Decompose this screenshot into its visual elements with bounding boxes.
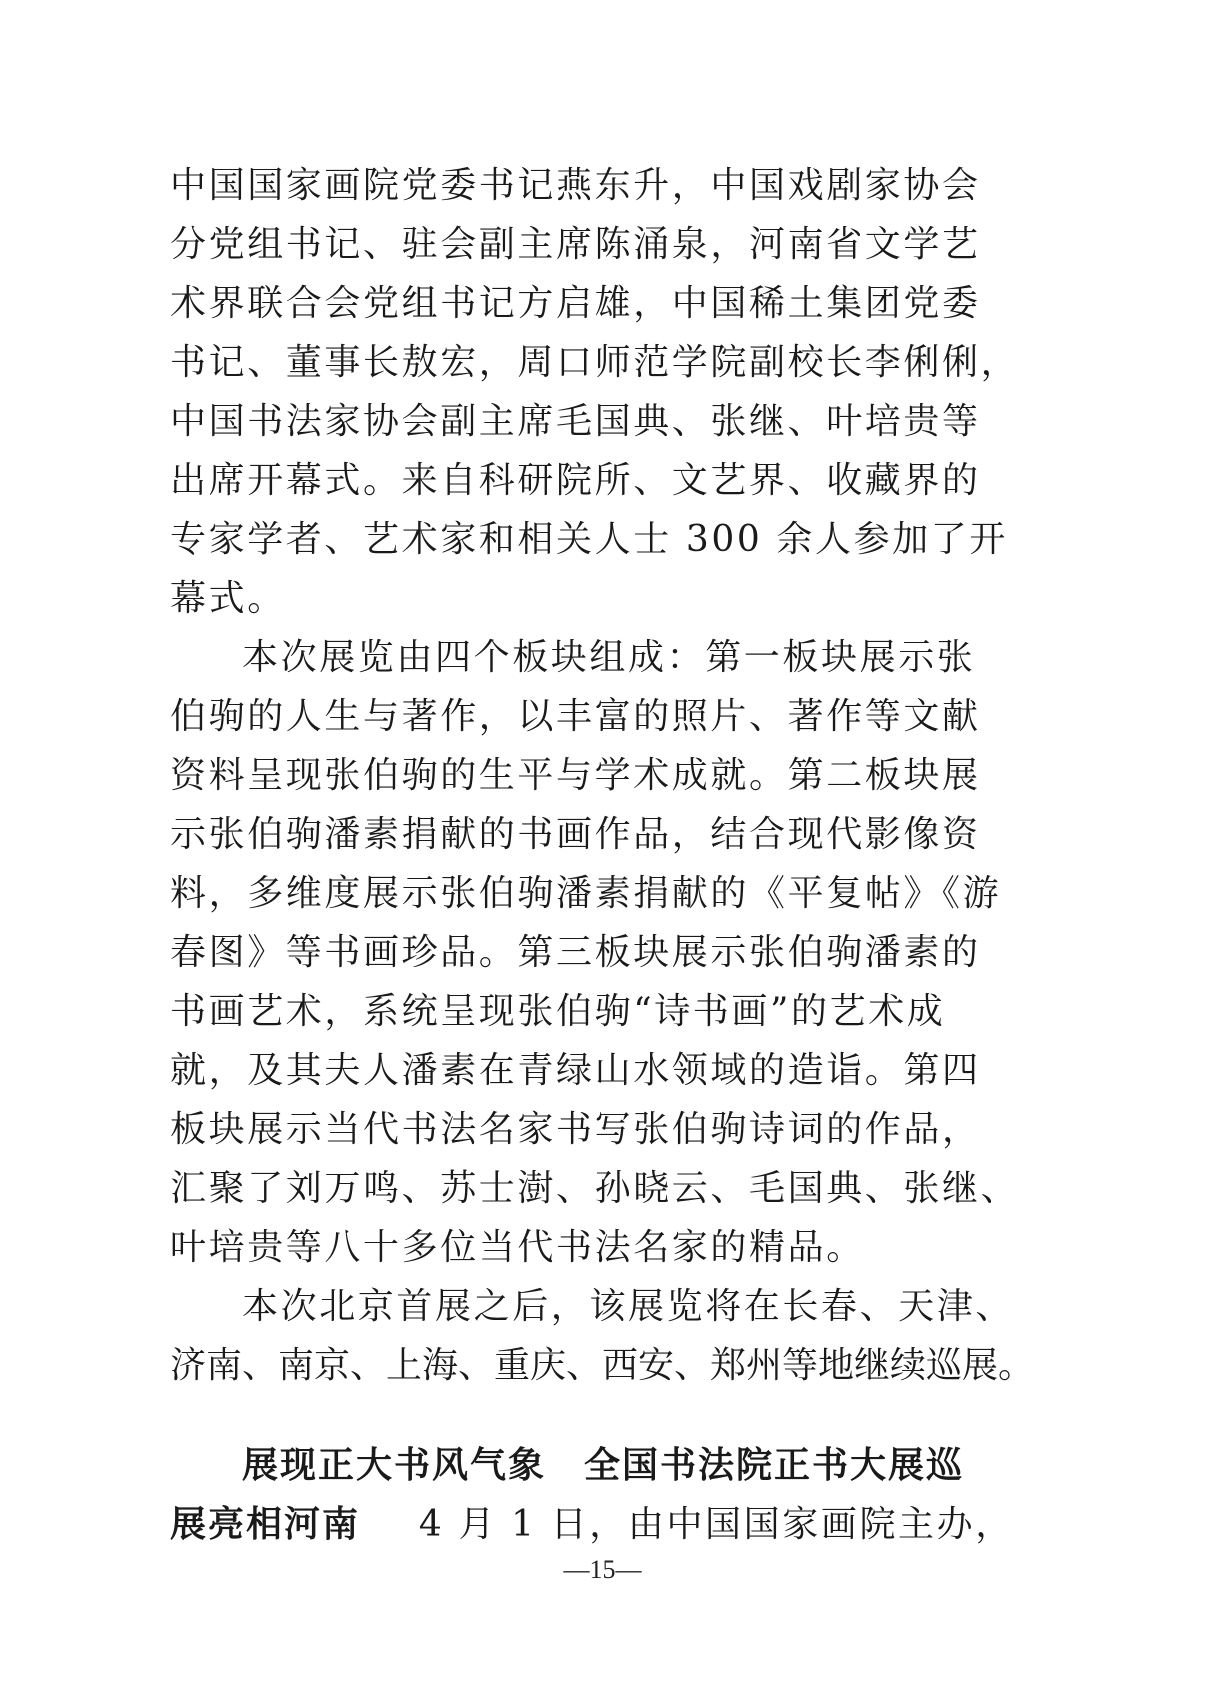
news-headline-text-2: 展亮相河南 [170, 1504, 361, 1545]
news-headline-text-1: 展现正大书风气象 全国书法院正书大展巡 [242, 1445, 965, 1486]
paragraph-attendees-line-2: 分党组书记、驻会副主席陈涌泉，河南省文学艺 [170, 224, 981, 265]
paragraph-attendees-line-4: 书记、董事长敖宏，周口师范学院副校长李俐俐， [170, 342, 1020, 383]
paragraph-sections-line-7: 书画艺术，系统呈现张伯驹“诗书画”的艺术成 [170, 991, 946, 1032]
news-headline-line-1 [242, 1437, 965, 1495]
paragraph-sections-line-8: 就，及其夫人潘素在青绿山水领域的造诣。第四 [170, 1050, 981, 1091]
paragraph-sections-line-6: 春图》等书画珍品。第三板块展示张伯驹潘素的 [170, 932, 981, 973]
news-body-start: 4 月 1 日，由中国国家画院主办， [418, 1504, 1014, 1545]
paragraph-sections-line-2: 伯驹的人生与著作，以丰富的照片、著作等文献 [170, 696, 981, 737]
paragraph-sections-line-3: 资料呈现张伯驹的生平与学术成就。第二板块展 [170, 755, 981, 796]
paragraph-tour-line-2: 济南、南京、上海、重庆、西安、郑州等地继续巡展。 [170, 1345, 1035, 1386]
paragraph-sections-line-9: 板块展示当代书法名家书写张伯驹诗词的作品， [170, 1109, 981, 1150]
paragraph-attendees-line-1: 中国国家画院党委书记燕东升，中国戏剧家协会 [170, 165, 981, 206]
paragraph-sections-line-11: 叶培贵等八十多位当代书法名家的精品。 [170, 1227, 865, 1268]
paragraph-attendees-line-6: 出席开幕式。来自科研院所、文艺界、收藏界的 [170, 460, 981, 501]
paragraph-sections-line-10: 汇聚了刘万鸣、苏士澍、孙晓云、毛国典、张继、 [170, 1168, 1020, 1209]
paragraph-attendees-line-3: 术界联合会党组书记方启雄，中国稀土集团党委 [170, 283, 981, 324]
paragraph-sections-line-5: 料，多维度展示张伯驹潘素捐献的《平复帖》《游 [170, 873, 1002, 914]
paragraph-sections-line-4: 示张伯驹潘素捐献的书画作品，结合现代影像资 [170, 814, 981, 855]
paragraph-sections-line-1: 本次展览由四个板块组成：第一板块展示张 [242, 637, 976, 678]
page-number: —15— [563, 1555, 642, 1584]
paragraph-attendees-line-8: 幕式。 [170, 578, 286, 619]
news-headline-line-2 [170, 1496, 1014, 1554]
paragraph-tour-line-1: 本次北京首展之后，该展览将在长春、天津、 [242, 1286, 1015, 1327]
paragraph-attendees-line-5: 中国书法家协会副主席毛国典、张继、叶培贵等 [170, 401, 981, 442]
paragraph-attendees-line-7: 专家学者、艺术家和相关人士 300 余人参加了开 [170, 519, 1008, 560]
